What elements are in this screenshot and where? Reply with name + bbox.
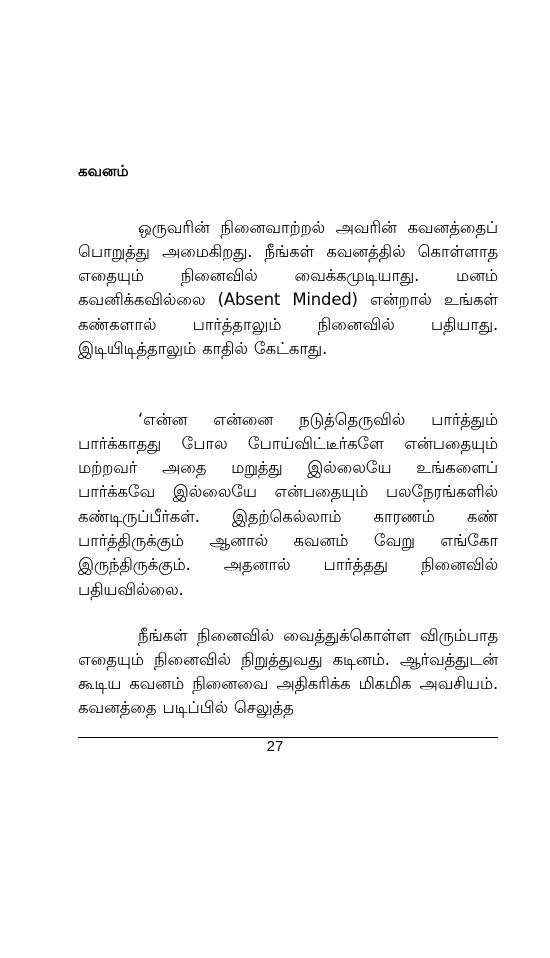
paragraph-3: நீங்கள் நினைவில் வைத்துக்கொள்ள விரும்பாத எதையும் நினைவில் நிறுத்துவது கடினம். ஆர்வத்துடன் கூடிய கவனம் நினைவை அதிகரிக்க மிகமிக அவசியம். கவனத்தை படிப்பில் செலுத்த bbox=[78, 625, 498, 718]
paragraph-2: ‘என்ன என்னை நடுத்தெருவில் பார்த்தும் பார்க்காதது போல போய்விட்டீர்களே என்பதையும் மற்றவர் அதை மறுத்து இல்லையே உங்களைப் பார்க்கவே இல்லையே என்பதையும் பலநேரங்களில் கண்டிருப்பீர்கள். இதற்கெல்லாம் காரணம் கண் பார்த்திருக்கும் ஆனால் கவனம் வேறு எங்கோ இருந்திருக்கும். அதனால் பார்த்தது நினைவில் பதியவில்லை. bbox=[78, 409, 498, 599]
page-number: 27 bbox=[266, 738, 284, 755]
section-heading: கவனம் bbox=[78, 162, 129, 180]
paragraph-1: ஒருவரின் நினைவாற்றல் அவரின் கவனத்தைப் பொறுத்து அமைகிறது. நீங்கள் கவனத்தில் கொள்ளாத எதையும் நினைவில் வைக்கமுடியாது. மனம் கவனிக்கவில்லை (Absent Minded) என்றால் உங்கள் கண்களால் பார்த்தாலும் நினைவில் பதியாது. இடியிடித்தாலும் காதில் கேட்காது. bbox=[78, 217, 498, 358]
